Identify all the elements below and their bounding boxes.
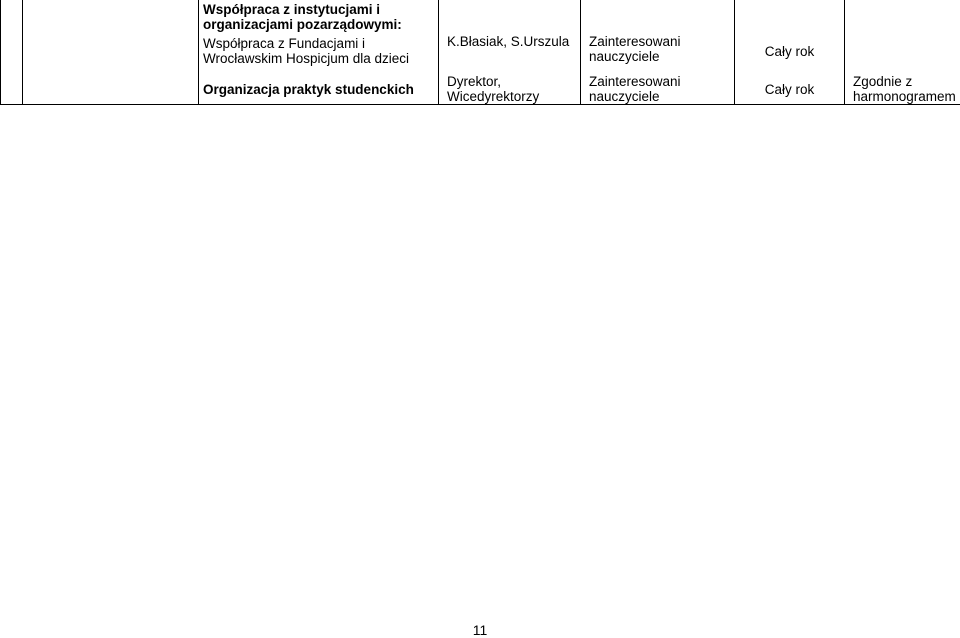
plan-table [0, 0, 960, 105]
empty-cell [23, 70, 199, 105]
notes-cell: Zgodnie z harmonogramem [845, 70, 960, 105]
task-cell: Współpraca z Fundacjami i Wrocławskim Hospicjum dla dzieci [199, 34, 439, 70]
empty-cell [735, 0, 845, 34]
empty-cell [1, 0, 23, 34]
task-cell: Organizacja praktyk studenckich [199, 70, 439, 105]
empty-cell [439, 0, 581, 34]
page-number: 11 [472, 622, 488, 638]
empty-cell [1, 70, 23, 105]
term-cell: Cały rok [735, 70, 845, 105]
empty-cell [581, 0, 735, 34]
table-row [1, 34, 960, 70]
term-cell: Cały rok [735, 34, 845, 70]
plan-table-wrapper [0, 0, 960, 105]
notes-cell [845, 34, 960, 70]
table-row [1, 70, 960, 105]
table-row-section-heading [1, 0, 960, 34]
participants-cell: Zainteresowani nauczyciele [581, 70, 735, 105]
responsible-cell: K.Błasiak, S.Urszula [439, 34, 581, 70]
empty-cell [23, 0, 199, 34]
empty-cell [23, 34, 199, 70]
participants-cell: Zainteresowani nauczyciele [581, 34, 735, 70]
empty-cell [845, 0, 960, 34]
section-heading: Współpraca z instytucjami i organizacjami pozarządowymi: [199, 0, 439, 34]
empty-cell [1, 34, 23, 70]
responsible-cell: Dyrektor, Wicedyrektorzy [439, 70, 581, 105]
